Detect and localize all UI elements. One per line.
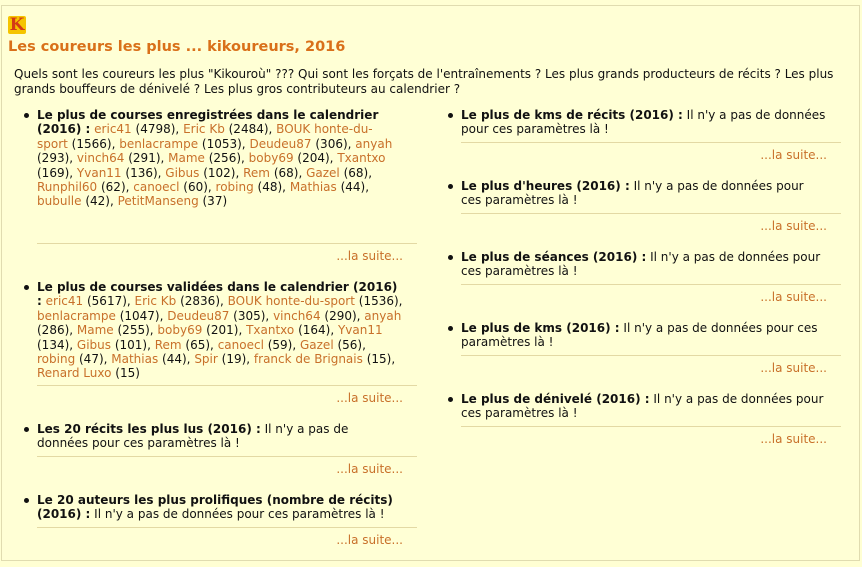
stat-block-kms-recits [447, 108, 827, 142]
runner-count: (68), [270, 165, 307, 180]
bullet-icon [24, 285, 29, 290]
list-item [23, 108, 403, 209]
runner-count: (290), [320, 308, 365, 323]
kikourou-logo[interactable]: K [9, 15, 25, 35]
runner-link[interactable]: Rem [243, 165, 270, 180]
runner-count: (306), [311, 136, 356, 151]
more-link[interactable]: ...la suite... [760, 361, 827, 375]
runner-count: (56), [333, 337, 366, 352]
runner-link[interactable]: vinch64 [76, 151, 125, 166]
stat-block-courses-validees [23, 280, 403, 385]
runner-list [37, 294, 402, 380]
runner-link[interactable]: BOUK honte-du-sport [227, 294, 355, 309]
runner-count: (1566), [67, 136, 120, 151]
divider [461, 284, 841, 285]
more-link[interactable]: ...la suite... [336, 391, 403, 405]
bullet-icon [448, 397, 453, 402]
runner-count: (59), [263, 337, 300, 352]
more-link[interactable]: ...la suite... [760, 290, 827, 304]
runner-count: (44), [336, 180, 370, 195]
runner-link[interactable]: Txantxo [337, 151, 386, 166]
runner-link[interactable]: robing [215, 180, 254, 195]
runner-link[interactable]: boby69 [157, 323, 203, 338]
more-link[interactable]: ...la suite... [336, 462, 403, 476]
runner-count: (2836), [176, 294, 228, 309]
runner-link[interactable]: anyah [355, 136, 393, 151]
no-data-text: Il n'y a pas de données pour ces paramètres là ! [461, 108, 826, 137]
runner-count: (62), [97, 180, 134, 195]
runner-link[interactable]: Deudeu87 [167, 308, 230, 323]
runner-count: (5617), [83, 294, 135, 309]
runner-link[interactable]: anyah [364, 308, 402, 323]
list-item [447, 392, 827, 421]
no-data-text: Il n'y a pas de données pour ces paramètres là ! [37, 422, 349, 451]
runner-count: (37) [198, 194, 228, 209]
no-data-text: Il n'y a pas de données pour ces paramètres là ! [461, 179, 804, 208]
list-item [447, 179, 827, 208]
runner-link[interactable]: robing [37, 352, 76, 367]
intro-text: Quels sont les coureurs les plus "Kikouroù" ??? Qui sont les forçats de l'entraînements ? Les plus grands producteurs de récits ? Les plus grands bouffeurs de dénivelé ? Les plus gros contributeurs au calendrier ? [14, 67, 834, 96]
runner-count: (42), [81, 194, 118, 209]
more-link[interactable]: ...la suite... [760, 432, 827, 446]
runner-link[interactable]: bubulle [37, 194, 82, 209]
runner-count: (2484), [224, 122, 277, 137]
runner-count: (286), [37, 323, 77, 338]
runner-link[interactable]: eric41 [45, 294, 84, 309]
runner-link[interactable]: Gazel [306, 165, 340, 180]
bullet-icon [448, 184, 453, 189]
stat-block-denivele [447, 392, 827, 426]
list-item [23, 280, 403, 381]
runner-count: (44), [158, 352, 195, 367]
divider [37, 527, 417, 528]
runner-count: (169), [37, 165, 77, 180]
runner-count: (291), [124, 151, 169, 166]
list-item [447, 321, 827, 350]
runner-count: (201), [202, 323, 247, 338]
stat-block-courses-enregistrees [23, 108, 403, 243]
runner-link[interactable]: Mathias [111, 352, 159, 367]
stat-block-heures [447, 179, 827, 213]
stat-heading: Le plus de kms de récits (2016) : [461, 108, 683, 122]
runner-link[interactable]: BOUK honte-du-sport [37, 122, 373, 151]
runner-link[interactable]: Mame [76, 323, 114, 338]
stat-heading: Le plus de courses enregistrées dans le calendrier (2016) : [37, 108, 379, 137]
right-column [447, 108, 827, 446]
runner-link[interactable]: Gibus [165, 165, 200, 180]
list-item [447, 250, 827, 279]
runner-count: (1047), [115, 308, 168, 323]
runner-link[interactable]: vinch64 [273, 308, 321, 323]
runner-count: (136), [121, 165, 166, 180]
stat-heading: Le 20 auteurs les plus prolifiques (nombre de récits) (2016) : [37, 493, 393, 522]
left-column [23, 108, 403, 547]
runner-link[interactable]: Eric Kb [183, 122, 225, 137]
runner-link[interactable]: Gazel [299, 337, 334, 352]
runner-link[interactable]: benlacrampe [119, 136, 199, 151]
stat-block-recits-lus [23, 422, 403, 456]
page-title: Les coureurs les plus ... kikoureurs, 2016 [8, 39, 346, 55]
stat-heading: Le plus d'heures (2016) : [461, 179, 630, 193]
list-item [23, 493, 403, 522]
more-link[interactable]: ...la suite... [336, 533, 403, 547]
runner-list [37, 122, 392, 208]
bullet-icon [24, 427, 29, 432]
runner-count: (305), [229, 308, 274, 323]
stat-heading: Le plus de dénivelé (2016) : [461, 392, 650, 406]
runner-count: (134), [37, 337, 77, 352]
divider [37, 243, 417, 244]
more-link[interactable]: ...la suite... [760, 148, 827, 162]
runner-link[interactable]: Renard Luxo [37, 366, 112, 381]
no-data-text: Il n'y a pas de données pour ces paramètres là ! [461, 321, 818, 350]
divider [461, 355, 841, 356]
runner-count: (4798), [131, 122, 184, 137]
runner-link[interactable]: boby69 [248, 151, 294, 166]
no-data-text: Il n'y a pas de données pour ces paramètres là ! [461, 250, 821, 279]
bullet-icon [448, 326, 453, 331]
runner-link[interactable]: Mame [168, 151, 205, 166]
stat-block-seances [447, 250, 827, 284]
runner-count: (1536), [354, 294, 403, 309]
runner-count: (19), [217, 352, 254, 367]
runner-link[interactable]: benlacrampe [37, 308, 116, 323]
runner-link[interactable]: PetitManseng [117, 194, 199, 209]
runner-link[interactable]: Gibus [76, 337, 112, 352]
runner-link[interactable]: canoecl [217, 337, 264, 352]
bullet-icon [24, 498, 29, 503]
bullet-icon [448, 255, 453, 260]
no-data-text: Il n'y a pas de données pour ces paramètres là ! [94, 507, 385, 522]
stat-block-kms [447, 321, 827, 355]
runner-count: (164), [294, 323, 338, 338]
runner-link[interactable]: Eric Kb [134, 294, 177, 309]
stat-heading: Le plus de séances (2016) : [461, 250, 647, 264]
runner-count: (15), [362, 352, 396, 367]
list-item [447, 108, 827, 137]
runner-count: (48), [253, 180, 290, 195]
no-data-text: Il n'y a pas de données pour ces paramètres là ! [461, 392, 824, 421]
runner-link[interactable]: eric41 [94, 122, 132, 137]
runner-link[interactable]: Rem [154, 337, 182, 352]
divider [461, 426, 841, 427]
runner-count: (1053), [198, 136, 250, 151]
runner-count: (255), [113, 323, 158, 338]
divider [37, 385, 417, 386]
stat-block-auteurs-prolifiques [23, 493, 403, 527]
divider [461, 213, 841, 214]
stat-heading: Les 20 récits les plus lus (2016) : [37, 422, 261, 436]
runner-link[interactable]: franck de Brignais [253, 352, 363, 367]
stat-heading: Le plus de kms (2016) : [461, 321, 620, 335]
runner-link[interactable]: Runphil60 [37, 180, 98, 195]
runner-count: (65), [181, 337, 218, 352]
runner-count: (204), [293, 151, 338, 166]
stat-heading: Le plus de courses validées dans le calendrier (2016) : [37, 280, 398, 309]
runner-link[interactable]: Txantxo [246, 323, 295, 338]
runner-count: (293), [37, 151, 77, 166]
runner-count: (60), [179, 180, 216, 195]
runner-link[interactable]: Mathias [289, 180, 337, 195]
list-item [23, 422, 403, 451]
runner-count: (68), [339, 165, 373, 180]
runner-link[interactable]: canoecl [133, 180, 180, 195]
more-link[interactable]: ...la suite... [336, 249, 403, 263]
runner-link[interactable]: Deudeu87 [249, 136, 312, 151]
runner-count: (15) [111, 366, 140, 381]
runner-count: (256), [204, 151, 249, 166]
runner-link[interactable]: Yvan11 [337, 323, 383, 338]
bullet-icon [448, 113, 453, 118]
more-link[interactable]: ...la suite... [760, 219, 827, 233]
divider [37, 456, 417, 457]
runner-count: (102), [199, 165, 244, 180]
runner-count: (101), [111, 337, 155, 352]
runner-link[interactable]: Spir [194, 352, 218, 367]
runner-count: (47), [75, 352, 112, 367]
divider [461, 142, 841, 143]
runner-link[interactable]: Yvan11 [76, 165, 122, 180]
bullet-icon [24, 113, 29, 118]
